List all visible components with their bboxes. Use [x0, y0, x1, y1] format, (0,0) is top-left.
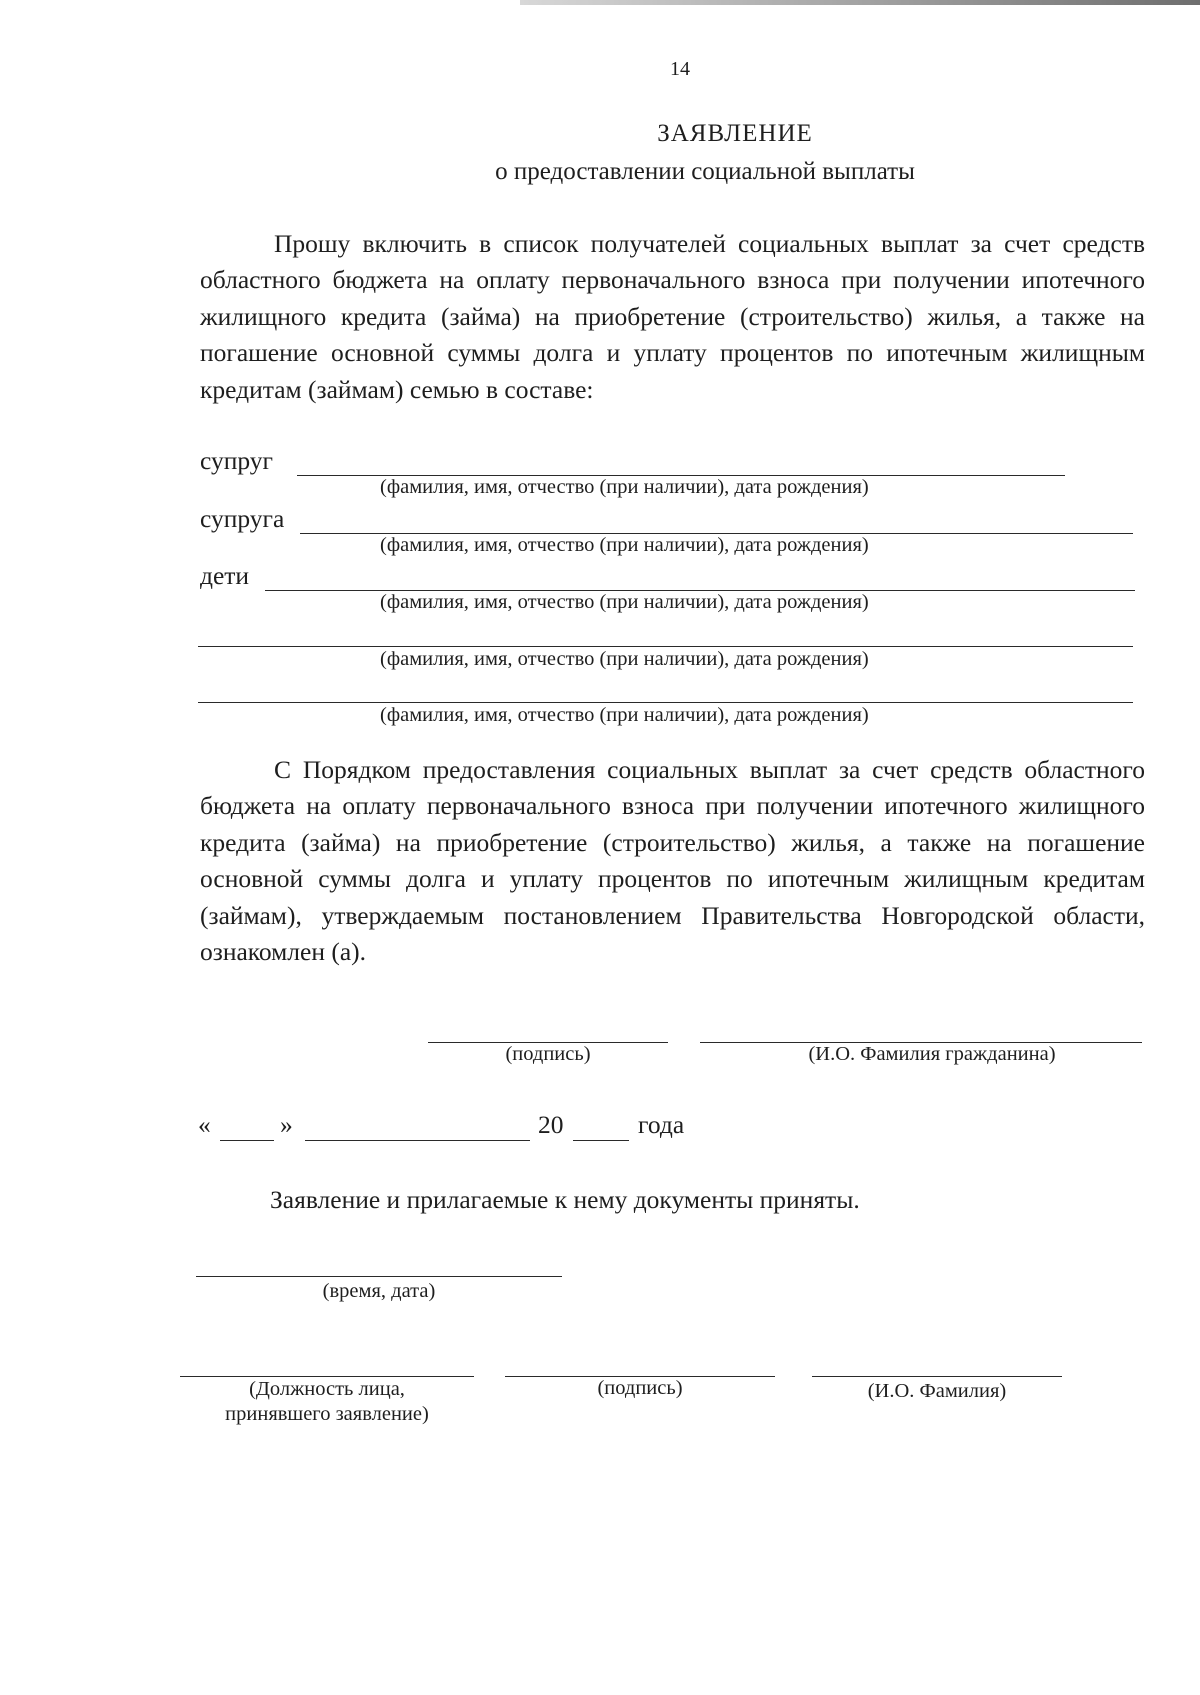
intro-paragraph: Прошу включить в список получателей социальных выплат за счет средств областного бюджета на оплату первоначального взноса при получении ипотечного жилищного кредита (займа) на приобретение (строительство) жилья, а также на погашение основной суммы долга и уплату процентов по ипотечным жилищным кредитам (займам) семью в составе:	[200, 229, 1145, 404]
date-open-quote: «	[198, 1110, 211, 1139]
children-caption-1: (фамилия, имя, отчество (при наличии), дата рождения)	[380, 591, 869, 613]
document-subtitle: о предоставлении социальной выплаты	[495, 158, 915, 185]
children-label: дети	[200, 561, 250, 590]
official-signature-caption: (подпись)	[597, 1377, 683, 1399]
children-line-2[interactable]	[198, 646, 1133, 647]
children-caption-2: (фамилия, имя, отчество (при наличии), дата рождения)	[380, 648, 869, 670]
official-name-line[interactable]	[812, 1376, 1062, 1377]
acknowledgement-paragraph: С Порядком предоставления социальных выплат за счет средств областного бюджета на оплату первоначального взноса при получении ипотечного жилищного кредита (займа) на приобретение (строительство) жилья, а также на погашение основной суммы долга и уплату процентов по ипотечным жилищным кредитам (займам), утверждаемым постановлением Правительства Новгородской области, ознакомлен (а).	[200, 755, 1145, 967]
date-day-line[interactable]	[220, 1140, 274, 1141]
spouse-wife-label: супруга	[200, 504, 285, 533]
date-close-quote: »	[280, 1110, 293, 1139]
time-date-caption: (время, дата)	[322, 1280, 436, 1302]
children-caption-3: (фамилия, имя, отчество (при наличии), дата рождения)	[380, 704, 869, 726]
official-position-caption	[180, 1377, 474, 1427]
document-title: ЗАЯВЛЕНИЕ	[657, 120, 813, 147]
spouse-husband-caption: (фамилия, имя, отчество (при наличии), дата рождения)	[380, 476, 869, 498]
date-century: 20	[538, 1110, 564, 1139]
page-number: 14	[670, 58, 690, 80]
date-year-line[interactable]	[573, 1140, 629, 1141]
acceptance-statement: Заявление и прилагаемые к нему документы приняты.	[270, 1185, 860, 1214]
applicant-signature-caption: (подпись)	[505, 1043, 591, 1065]
applicant-name-caption: (И.О. Фамилия гражданина)	[808, 1043, 1056, 1065]
children-line-3[interactable]	[198, 702, 1133, 703]
official-position-caption-line1: (Должность лица,	[249, 1378, 405, 1400]
official-name-caption: (И.О. Фамилия)	[867, 1380, 1007, 1402]
official-position-caption-line2: принявшего заявление)	[225, 1403, 429, 1425]
date-year-word: года	[638, 1110, 685, 1139]
spouse-husband-label: супруг	[200, 446, 274, 475]
date-month-line[interactable]	[305, 1140, 530, 1141]
scan-edge-shadow	[520, 0, 1200, 5]
time-date-line[interactable]	[196, 1276, 562, 1277]
spouse-wife-caption: (фамилия, имя, отчество (при наличии), дата рождения)	[380, 534, 869, 556]
